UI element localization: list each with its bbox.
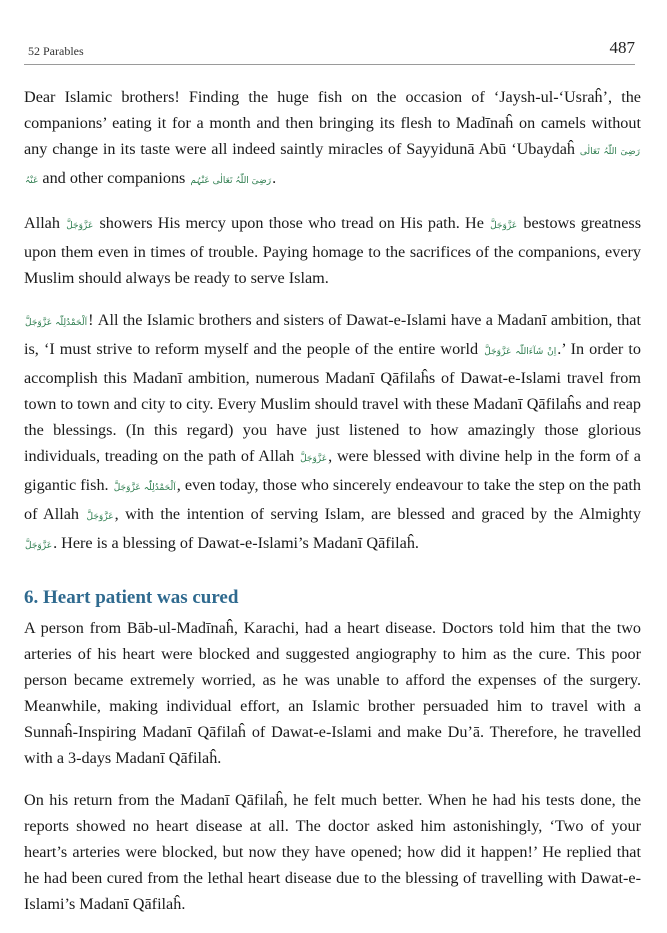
arabic-honorific: رَضِیَ اللّٰہُ تَعَالٰی عَنْہُم	[190, 176, 272, 186]
text-run: Dear Islamic brothers! Finding the huge fish on the occasion of ‘Jaysh-ul-‘Usraĥ’, the companions’ eating it for a month and then bringing its flesh to Madīnaĥ on camels without any change in its taste were all indeed saintly miracles of Sayyidunā Abū ‘Ubaydaĥ	[24, 88, 641, 158]
text-run: . Here is a blessing of Dawat-e-Islami’s Madanī Qāfilaĥ.	[53, 534, 419, 552]
paragraph-cured: On his return from the Madanī Qāfilaĥ, he felt much better. When he had his tests done, the reports showed no heart disease at all. The doctor asked him astonishingly, ‘Two of your heart’s arteries were blocked, but now they have opened; how did it happen!’ He replied that he had been cured from the lethal heart disease due to the blessing of travelling with Dawat-e-Islami’s Madanī Qāfilaĥ.	[24, 791, 641, 913]
arabic-honorific: عَزَّوَجَلَّ	[66, 221, 94, 231]
running-head: 52 Parables	[28, 44, 84, 58]
text-run: , were blessed with divine help in the form of a gigantic fish.	[24, 447, 641, 494]
text-run: and other companions	[38, 169, 190, 187]
text-run: bestows greatness upon them even in times of trouble. Paying homage to the sacrifices of the companions, every Muslim should always be ready to serve Islam.	[24, 214, 641, 287]
text-run: , with the intention of serving Islam, are blessed and graced by the Almighty	[114, 505, 641, 523]
arabic-honorific: عَزَّوَجَلَّ	[300, 454, 328, 464]
arabic-honorific: رَضِیَ اللّٰہُ تَعَالٰی عَنْہُ	[25, 147, 640, 186]
text-run: ! All the Islamic brothers and sisters of Dawat-e-Islami have a Madanī ambition, that is, ‘I must strive to reform myself and the people of the entire world	[24, 311, 641, 358]
arabic-honorific: عَزَّوَجَلَّ	[25, 541, 53, 551]
text-run: , even today, those who sincerely endeavour to take the step on the path of Allah	[24, 476, 641, 523]
text-run: .’ In order to accomplish this Madanī ambition, numerous Madanī Qāfilaĥs of Dawat-e-Islami travel from town to town and city to city. Every Muslim should travel with these Madanī Qāfilaĥs and reap the blessings. (In this regard) you have just listened to how amazingly those glorious individuals, treading on the path of Allah	[24, 340, 641, 465]
page-content	[24, 84, 641, 933]
arabic-honorific: عَزَّوَجَلَّ	[86, 512, 114, 522]
page-number: 487	[609, 38, 635, 57]
text-run: Allah	[24, 214, 66, 232]
paragraph-mercy	[24, 210, 641, 291]
text-run: .	[272, 169, 277, 187]
page-header	[24, 36, 635, 65]
arabic-honorific: عَزَّوَجَلَّ	[490, 221, 518, 231]
arabic-honorific: اِنْ شَآءَاللّٰہ عَزَّوَجَلَّ	[484, 347, 557, 357]
paragraph-miracles	[24, 84, 641, 194]
section-heading: 6. Heart patient was cured	[24, 587, 239, 608]
arabic-honorific: اَلْحَمْدُلِلّٰہ عَزَّوَجَلَّ	[113, 483, 176, 493]
text-run: showers His mercy upon those who tread on His path. He	[94, 214, 490, 232]
arabic-honorific: اَلْحَمْدُلِلّٰہ عَزَّوَجَلَّ	[25, 318, 88, 328]
paragraph-heart-patient: A person from Bāb-ul-Madīnaĥ, Karachi, had a heart disease. Doctors told him that the two arteries of his heart were blocked and suggested angiography to him as the cure. This poor person became extremely worried, as he was unable to afford the expenses of the surgery. Meanwhile, making individual effort, an Islamic brother persuaded him to travel with a Sunnaĥ-Inspiring Madanī Qāfilaĥ of Dawat-e-Islami and make Du’ā. Therefore, he travelled with a 3-days Madanī Qāfilaĥ.	[24, 619, 641, 767]
paragraph-madani-ambition	[24, 307, 641, 559]
